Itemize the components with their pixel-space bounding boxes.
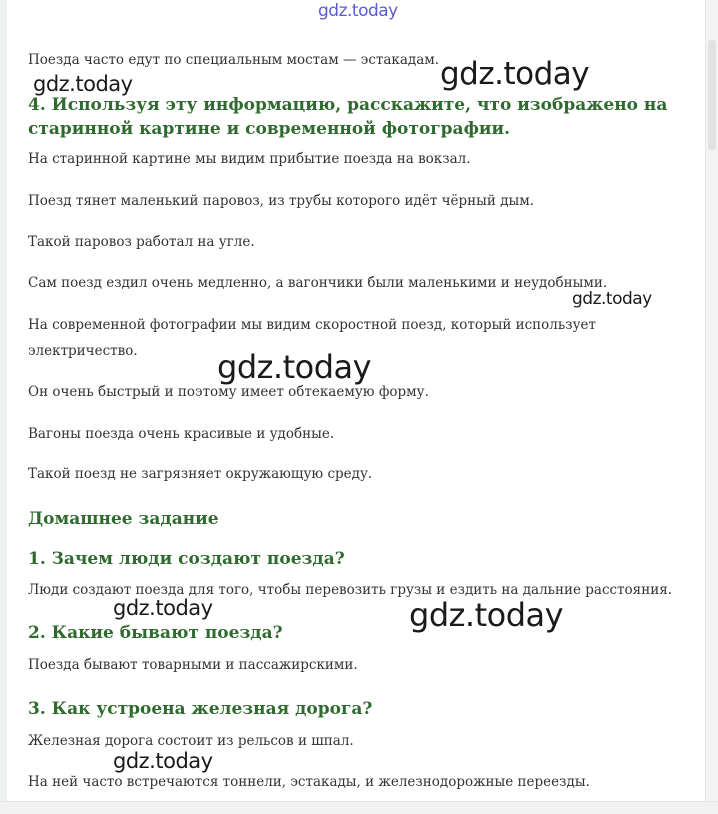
section4-heading-line1: 4. Используя эту информацию, расскажите, что изображено на [28, 95, 668, 115]
paragraph-5-line2: электричество. [28, 343, 138, 359]
homework-title: Домашнее задание [28, 509, 219, 529]
watermark: gdz.today [113, 749, 213, 773]
question-1: 1. Зачем люди создают поезда? [28, 549, 345, 569]
paragraph-4: Сам поезд ездил очень медленно, а вагончики были маленькими и неудобными. [28, 275, 608, 291]
paragraph-1: На старинной картине мы видим прибытие поезда на вокзал. [28, 151, 471, 167]
section4-heading [28, 93, 667, 141]
paragraph-5-line1: На современной фотографии мы видим скоростной поезд, который использует [28, 317, 597, 333]
vertical-scrollbar[interactable] [705, 0, 718, 814]
watermark-top: gdz.today [318, 1, 398, 21]
scrollbar-thumb[interactable] [708, 40, 716, 150]
paragraph-3: Такой паровоз работал на угле. [28, 234, 255, 250]
paragraph-8: Такой поезд не загрязняет окружающую среду. [28, 466, 373, 482]
paragraph-7: Вагоны поезда очень красивые и удобные. [28, 426, 335, 442]
question-3: 3. Как устроена железная дорога? [28, 699, 373, 719]
horizontal-scrollbar[interactable] [0, 801, 718, 814]
paragraph-2: Поезд тянет маленький паровоз, из трубы которого идёт чёрный дым. [28, 193, 535, 209]
paragraph-6: Он очень быстрый и поэтому имеет обтекаемую форму. [28, 384, 429, 400]
watermark: gdz.today [440, 56, 590, 92]
answer-3-line1: Железная дорога состоит из рельсов и шпал. [28, 733, 354, 749]
answer-2: Поезда бывают товарными и пассажирскими. [28, 657, 358, 673]
watermark: gdz.today [33, 72, 133, 96]
answer-3-line2: На ней часто встречаются тоннели, эстакады, и железнодорожные переезды. [28, 774, 590, 790]
answer-1: Люди создают поезда для того, чтобы перевозить грузы и ездить на дальние расстояния. [28, 582, 672, 598]
watermark: gdz.today [217, 348, 372, 386]
question-2: 2. Какие бывают поезда? [28, 623, 283, 643]
watermark: gdz.today [113, 596, 213, 620]
section4-heading-line2: старинной картине и современной фотографии. [28, 119, 511, 139]
intro-text: Поезда часто едут по специальным мостам — эстакадам. [28, 52, 440, 68]
watermark: gdz.today [572, 289, 652, 309]
left-border [0, 0, 7, 814]
watermark: gdz.today [409, 596, 564, 634]
